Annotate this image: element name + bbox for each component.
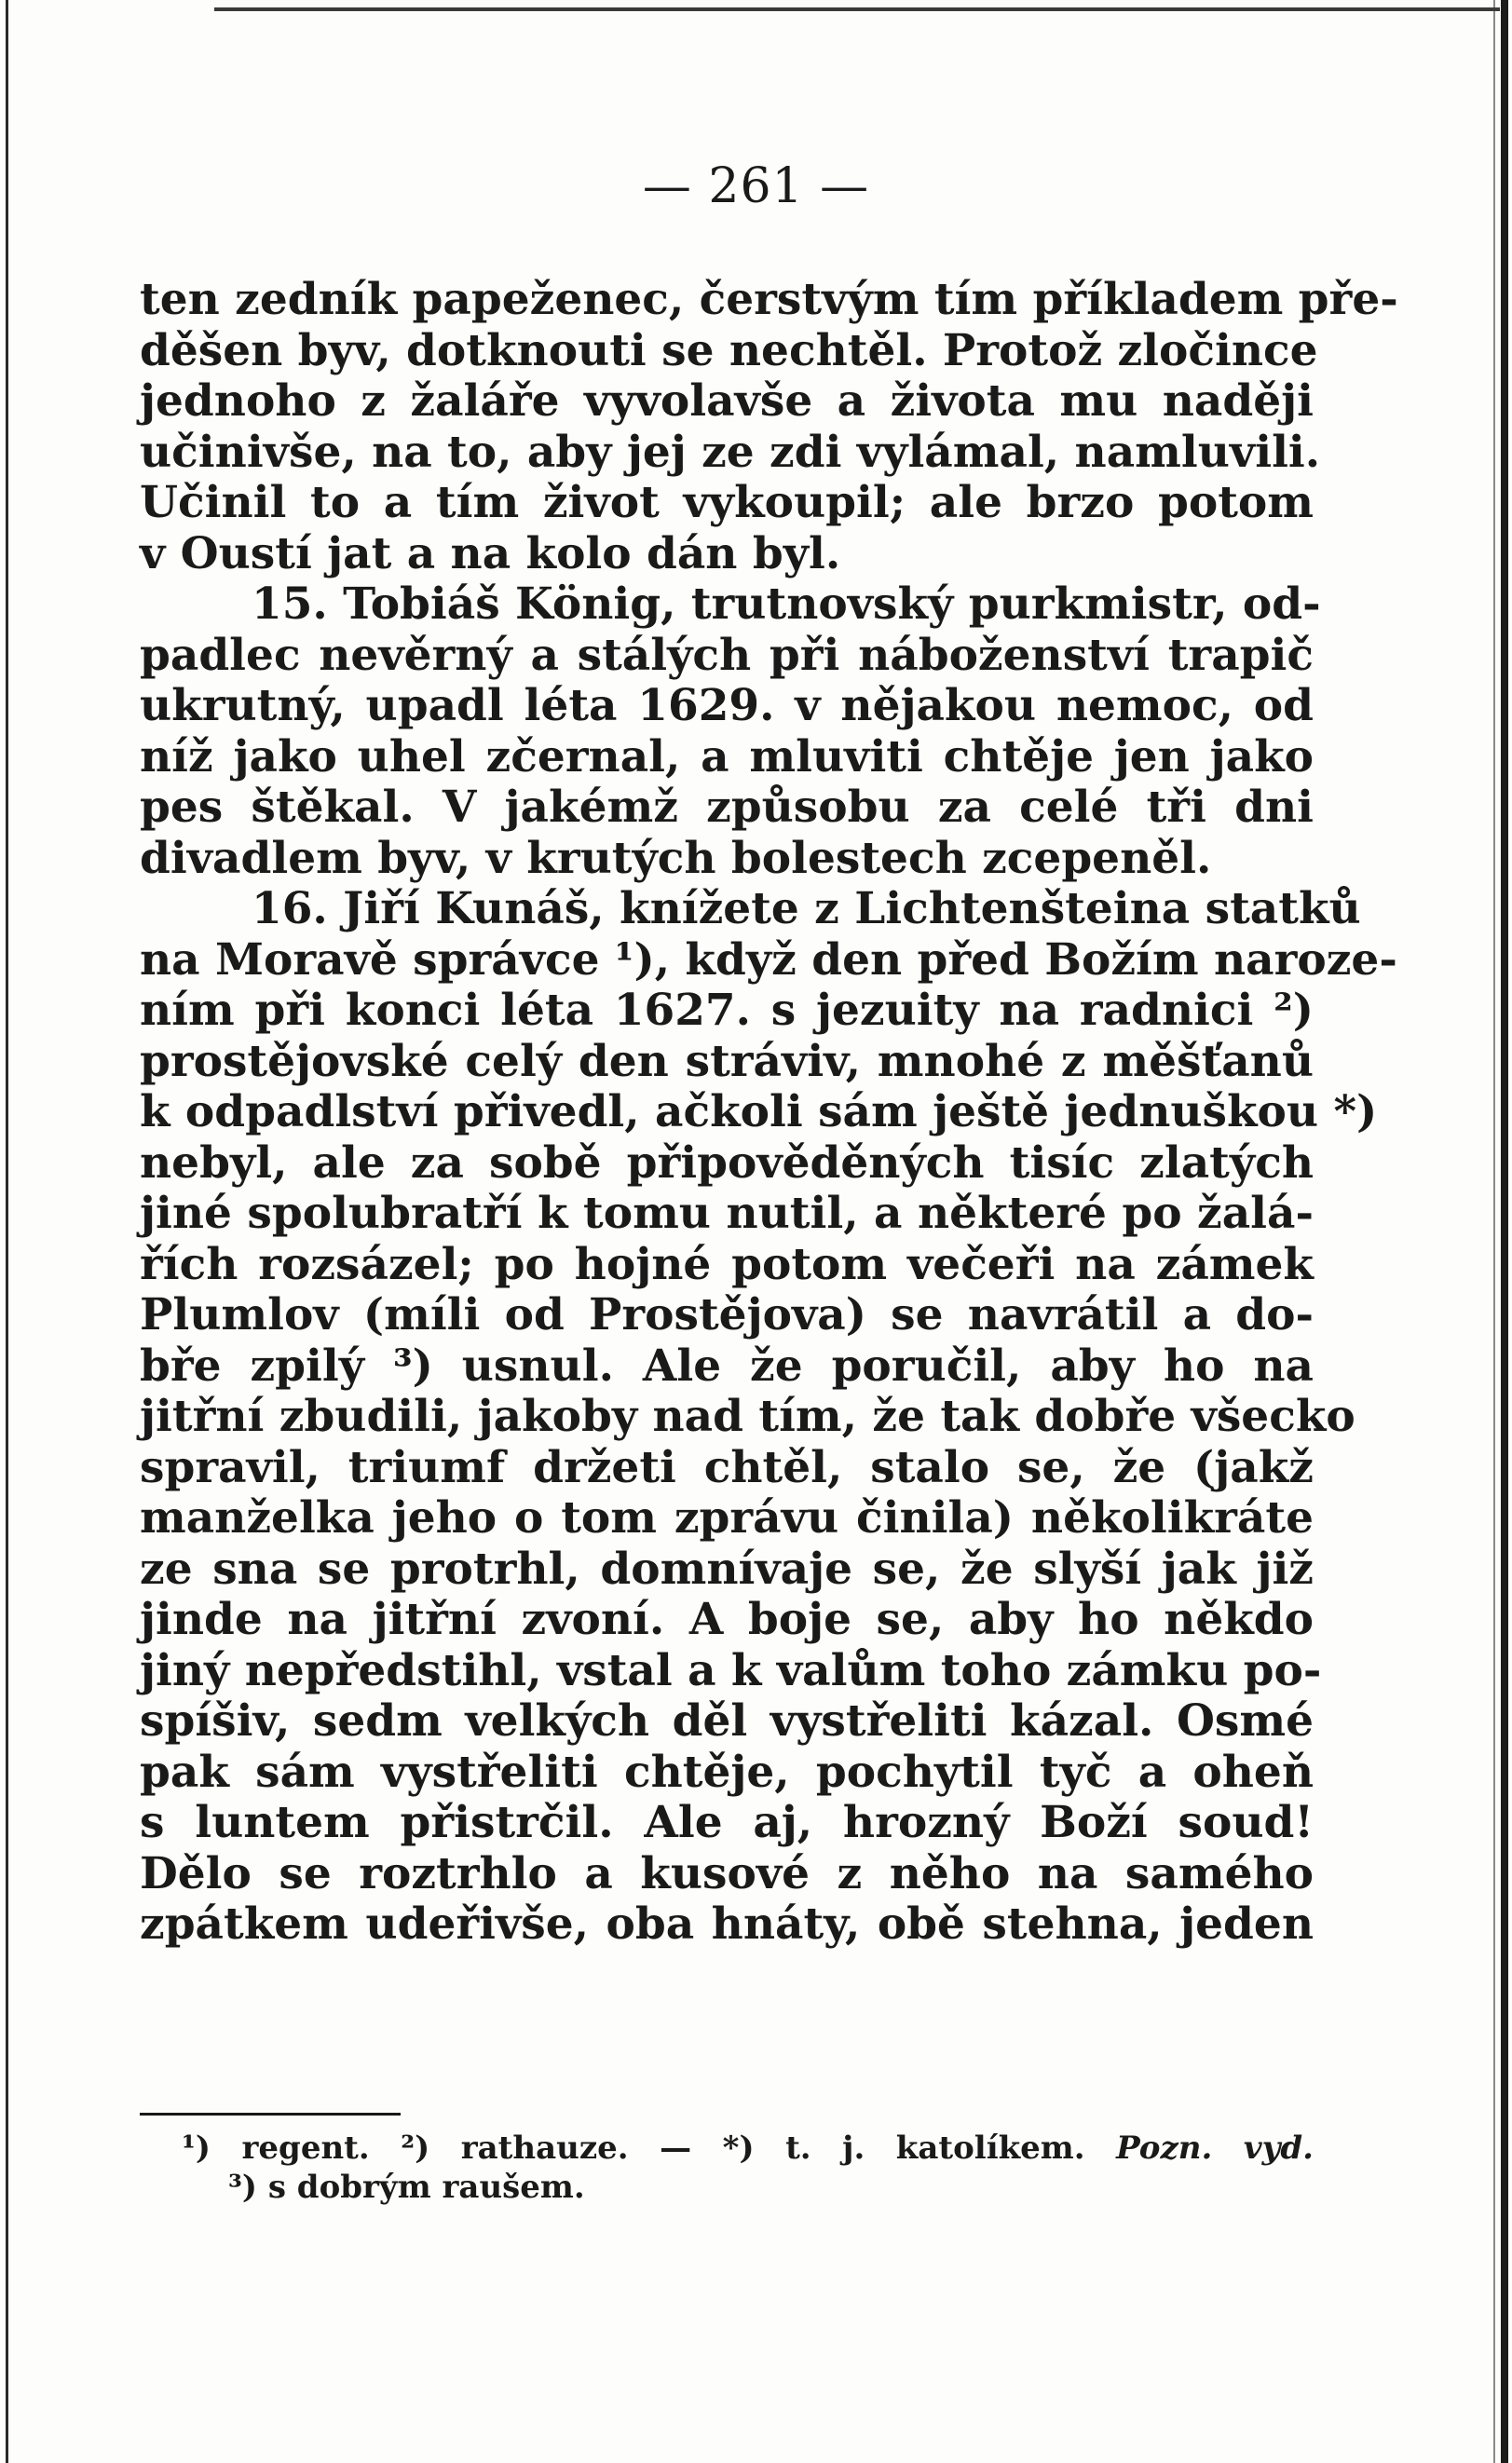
text-line: ze sna se protrhl, domnívaje se, že slyší jak již xyxy=(140,1543,1314,1595)
text-line: ten zedník papeženec, čerstvým tím příkladem pře- xyxy=(140,274,1398,325)
text-line: Plumlov (míli od Prostějova) se navrátil a do- xyxy=(140,1289,1314,1340)
text-line: jiné spolubratří k tomu nutil, a některé po žalá- xyxy=(140,1188,1314,1239)
footnote-rule xyxy=(140,2113,401,2116)
page-edge-right-inner xyxy=(1493,0,1495,2463)
text-line: ním při konci léta 1627. s jezuity na radnici ²) xyxy=(140,985,1314,1036)
footnotes xyxy=(182,2129,1314,2207)
text-line: v Oustí jat a na kolo dán byl. xyxy=(140,527,841,579)
footnote-text: ¹) regent. ²) rathauze. — *) t. j. katolíkem. xyxy=(182,2130,1085,2167)
text-line: nebyl, ale za sobě připověděných tisíc zlatých xyxy=(140,1136,1314,1189)
page-edge-left xyxy=(6,0,8,2463)
text-line: děšen byv, dotknouti se nechtěl. Protož zločince xyxy=(140,324,1318,376)
text-line: k odpadlství přivedl, ačkoli sám ještě jednuškou *) xyxy=(140,1086,1378,1137)
text-line: níž jako uhel zčernal, a mluviti chtěje jen jako xyxy=(140,730,1314,782)
text-line: pak sám vystřeliti chtěje, pochytil tyč a oheň xyxy=(140,1746,1314,1798)
text-line: prostějovské celý den stráviv, mnohé z měšťanů xyxy=(140,1035,1314,1087)
text-line: 15. Tobiáš König, trutnovský purkmistr, od- xyxy=(252,578,1321,630)
editor-note: Pozn. vyd. xyxy=(1116,2130,1314,2167)
page-number: — 261 — xyxy=(642,158,870,214)
text-line: zpátkem udeřivše, oba hnáty, obě stehna, jeden xyxy=(140,1898,1314,1950)
text-line: Dělo se roztrhlo a kusové z něho na samého xyxy=(140,1847,1314,1899)
text-line: manželka jeho o tom zprávu činila) několikráte xyxy=(140,1492,1314,1544)
body-text xyxy=(140,274,1398,1951)
page-edge-right xyxy=(1501,0,1508,2463)
text-line: spravil, triumf držeti chtěl, stalo se, že (jakž xyxy=(140,1441,1314,1493)
text-line: jednoho z žaláře vyvolavše a života mu naději xyxy=(140,375,1314,427)
footnote-line: ³) s dobrým raušem. xyxy=(228,2169,585,2206)
text-line: na Moravě správce ¹), když den před Božím naroze- xyxy=(140,933,1397,986)
text-line: padlec nevěrný a stálých při náboženství trapič xyxy=(140,629,1314,681)
text-line: jiný nepředstihl, vstal a k valům toho zámku po- xyxy=(140,1644,1322,1696)
text-line: pes štěkal. V jakémž způsobu za celé tři dni xyxy=(140,782,1314,833)
text-line: řích rozsázel; po hojné potom večeři na zámek xyxy=(140,1238,1314,1290)
text-line: jinde na jitřní zvoní. A boje se, aby ho někdo xyxy=(140,1594,1314,1645)
text-line: učinivše, na to, aby jej ze zdi vylámal, namluvili. xyxy=(140,426,1321,478)
page-edge-top xyxy=(214,7,1500,11)
text-line: bře zpilý ³) usnul. Ale že poručil, aby ho na xyxy=(140,1340,1314,1392)
footnote-line xyxy=(182,2129,1314,2168)
text-line: 16. Jiří Kunáš, knížete z Lichtenšteina statků xyxy=(252,883,1361,934)
text-line: Učinil to a tím život vykoupil; ale brzo potom xyxy=(140,477,1314,528)
text-line: spíšiv, sedm velkých děl vystřeliti kázal. Osmé xyxy=(140,1695,1314,1747)
text-line: divadlem byv, v krutých bolestech zcepeněl. xyxy=(140,832,1212,884)
text-line: ukrutný, upadl léta 1629. v nějakou nemoc, od xyxy=(140,680,1314,731)
text-line: jitřní zbudili, jakoby nad tím, že tak dobře všecko xyxy=(140,1391,1355,1442)
text-line: s luntem přistrčil. Ale aj, hrozný Boží soud! xyxy=(140,1797,1314,1848)
